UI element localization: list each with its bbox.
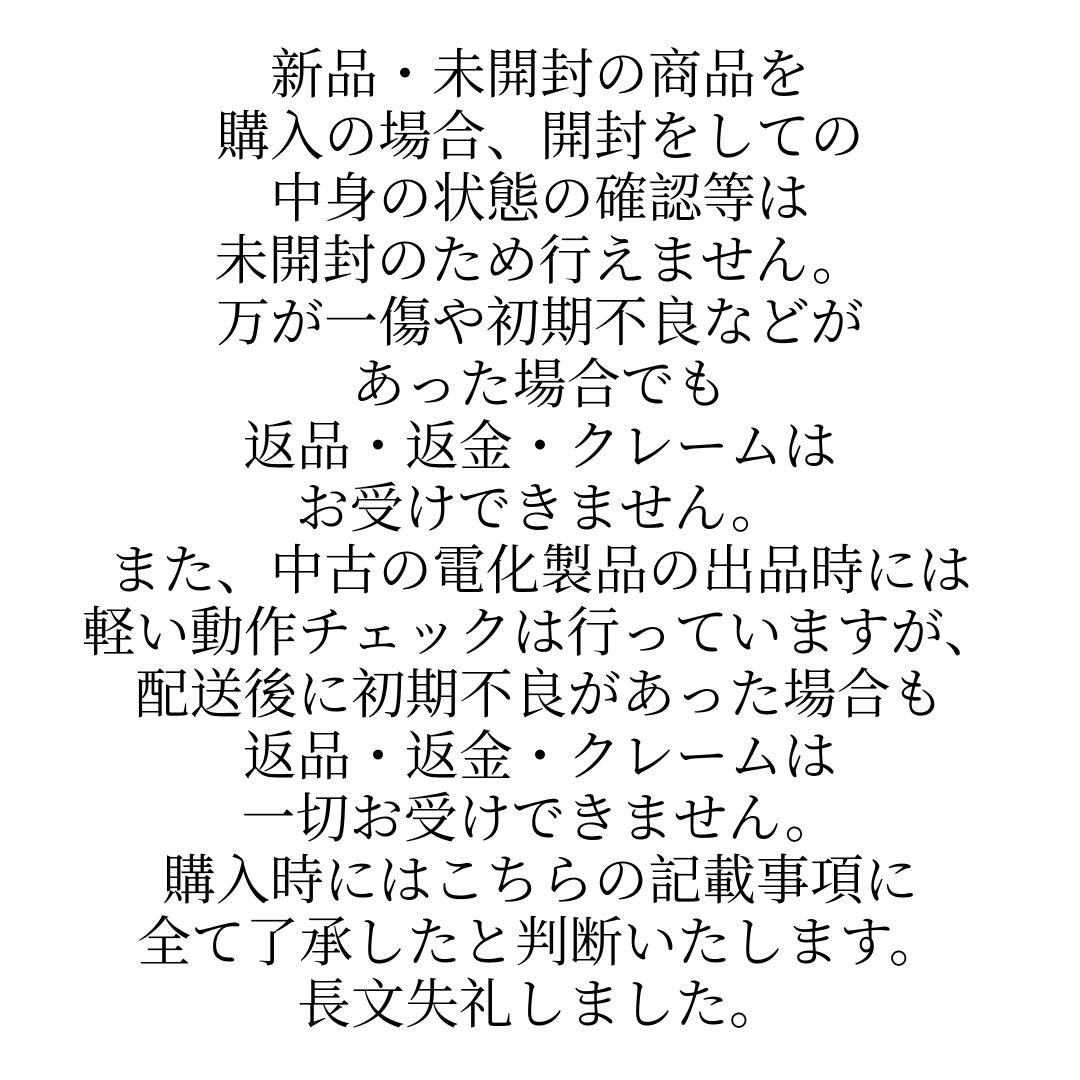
notice-line: 一切お受けできません。 — [241, 787, 839, 850]
notice-line: 配送後に初期不良があった場合も — [135, 663, 945, 726]
notice-text-block — [10, 44, 1070, 1036]
notice-line: 返品・返金・クレームは — [243, 725, 837, 788]
notice-line: 軽い動作チェックは行っていますが、 — [81, 601, 999, 664]
notice-line: 中身の状態の確認等は — [270, 167, 810, 230]
notice-line: 未開封のため行えません。 — [214, 229, 866, 292]
notice-line: また、中古の電化製品の出品時には — [108, 539, 972, 602]
notice-line: 返品・返金・クレームは — [243, 415, 837, 478]
notice-line: あった場合でも — [351, 353, 729, 416]
notice-line: 購入の場合、開封をしての — [216, 105, 864, 168]
notice-line: 長文失礼しました。 — [297, 973, 783, 1036]
notice-line: 万が一傷や初期不良などが — [216, 291, 864, 354]
notice-line: 全て了承したと判断いたします。 — [137, 911, 943, 974]
notice-line: お受けできません。 — [295, 477, 785, 540]
notice-line: 新品・未開封の商品を — [270, 43, 810, 106]
notice-line: 購入時にはこちらの記載事項に — [162, 849, 918, 912]
